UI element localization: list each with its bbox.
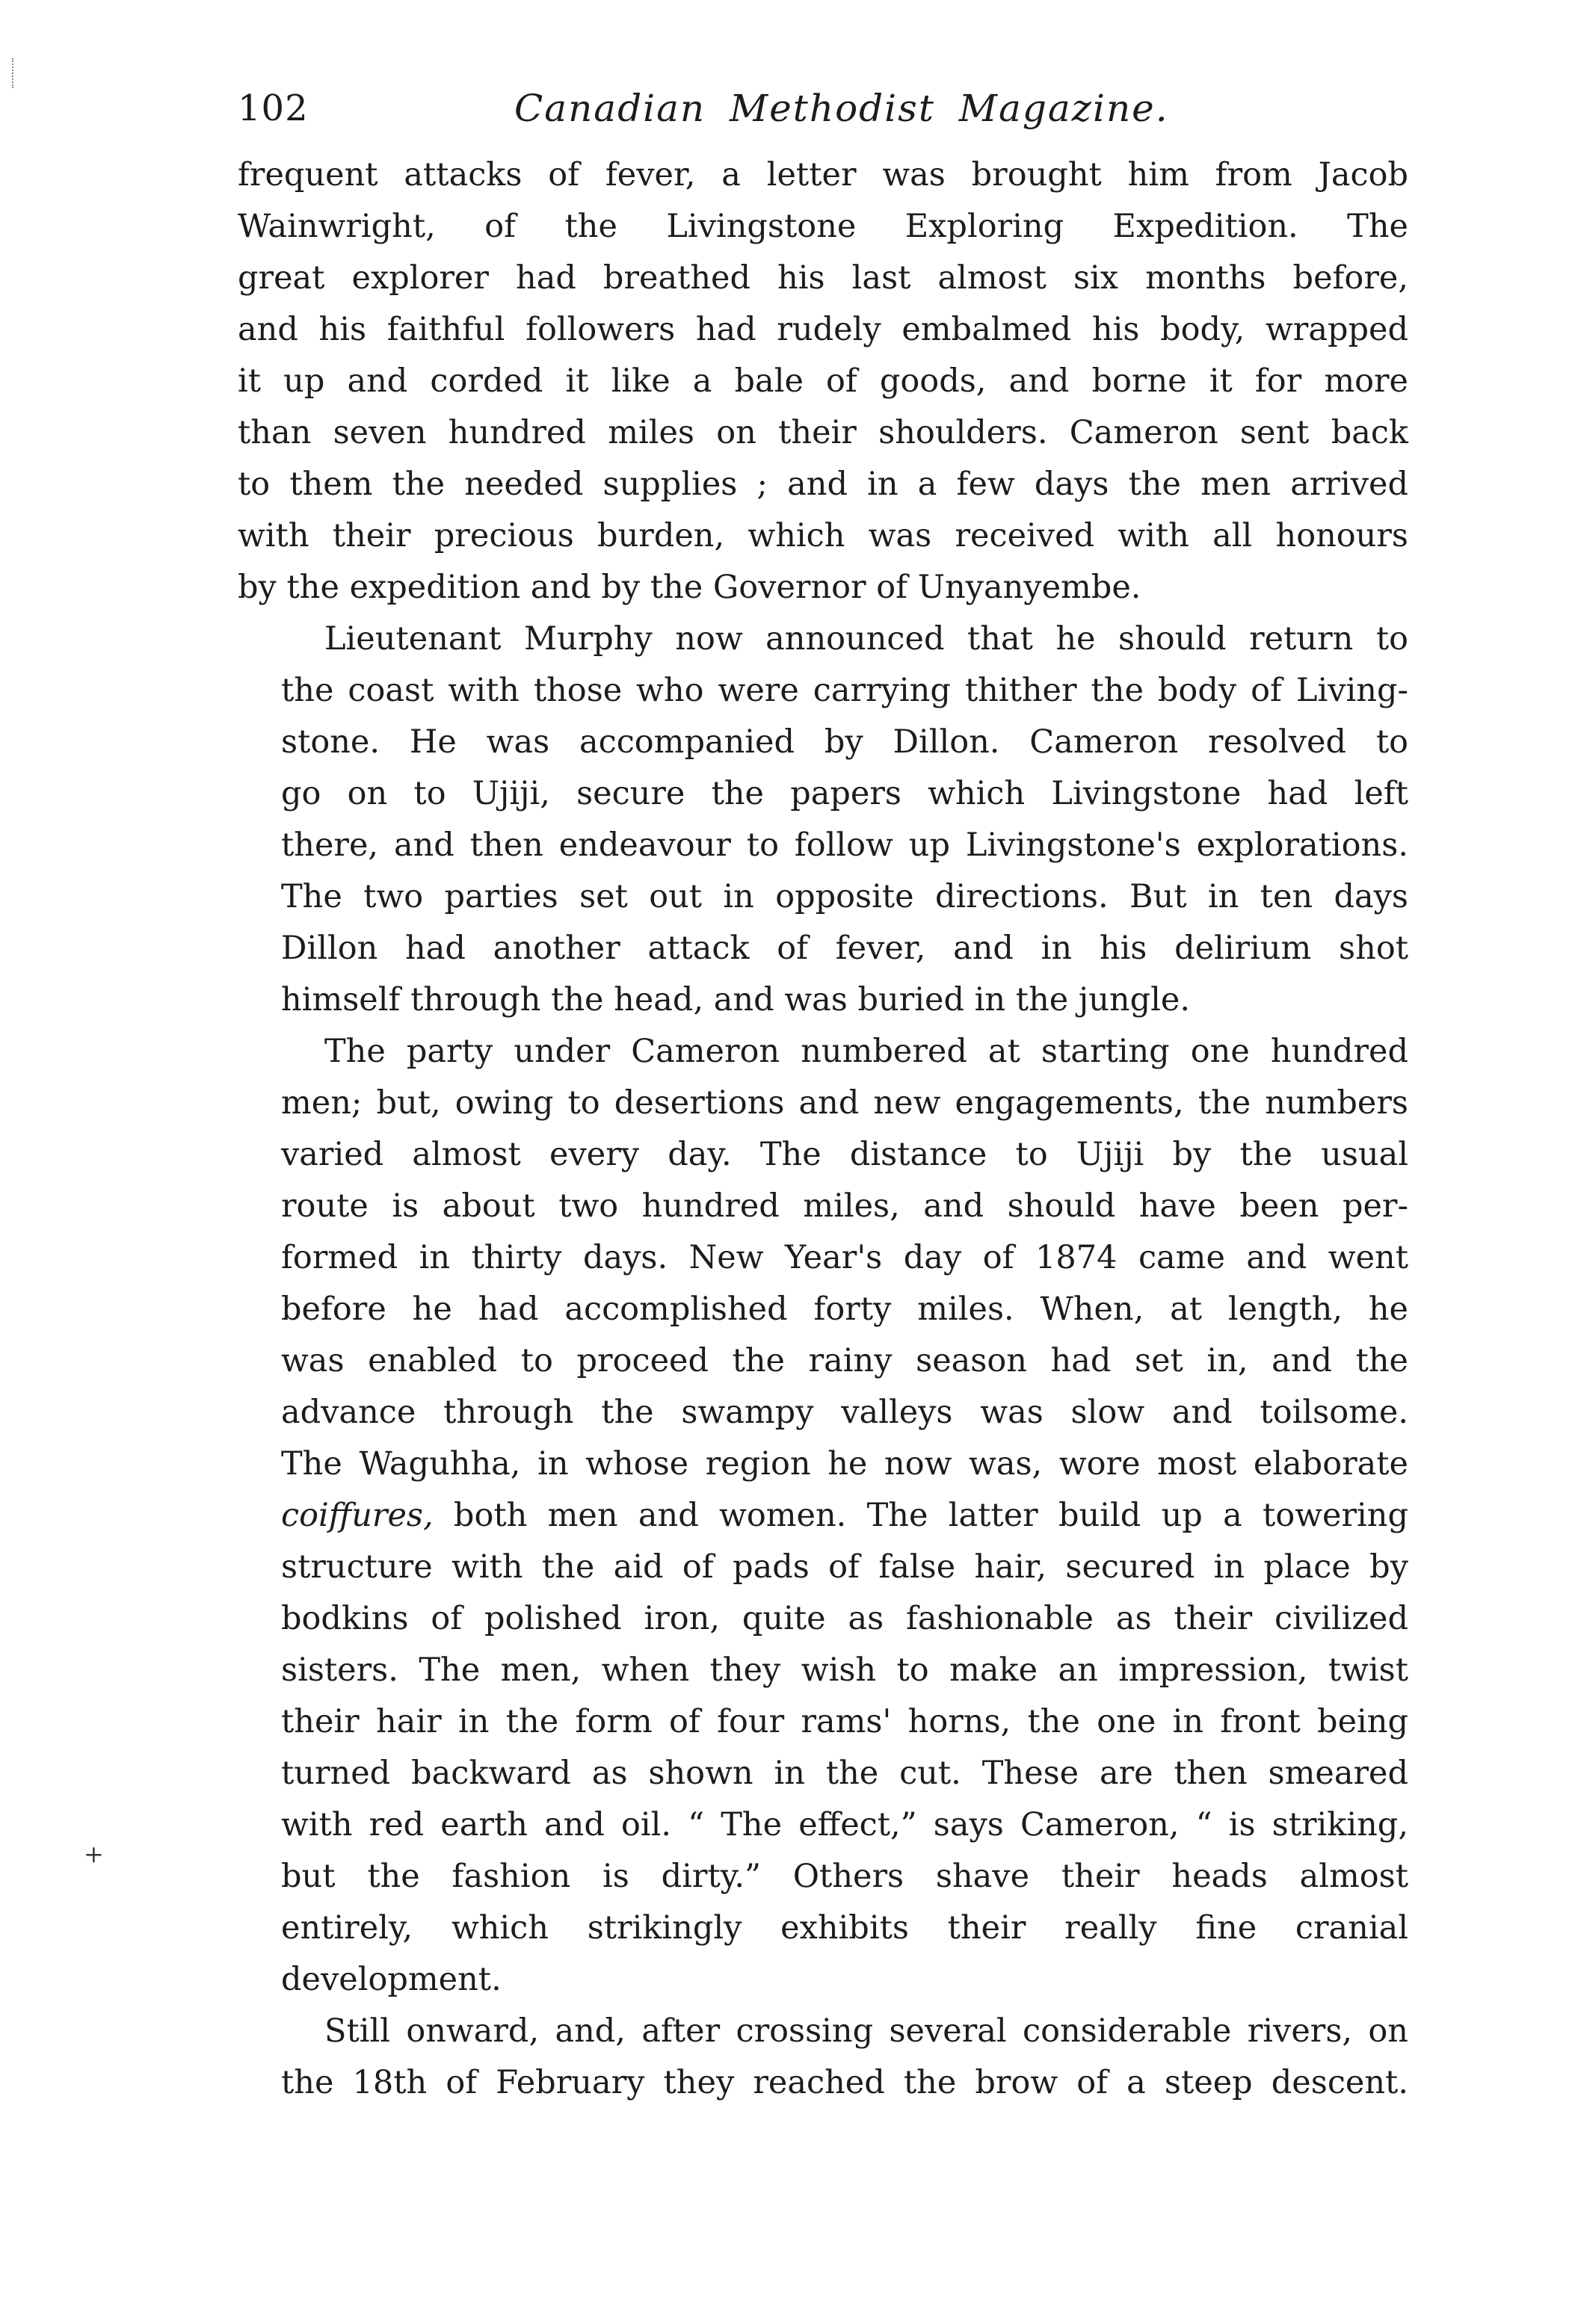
text-line: varied almost every day. The distance to Ujiji by the usual: [281, 1136, 1408, 1173]
text-line: The two parties set out in opposite directions. But in ten days: [281, 878, 1408, 915]
text-line: with their precious burden, which was received with all honours: [238, 517, 1408, 554]
text-line: and his faithful followers had rudely embalmed his body, wrapped: [238, 311, 1408, 348]
text-line: formed in thirty days. New Year's day of 1874 came and went: [281, 1239, 1408, 1276]
text-line: sisters. The men, when they wish to make an impression, twist: [281, 1651, 1408, 1689]
paragraph-3: [238, 1026, 1408, 2006]
page-number: 102: [238, 87, 309, 129]
body-text: [238, 149, 1408, 2109]
text-line: the coast with those who were carrying thither the body of Living-: [281, 672, 1408, 709]
text-line: development.: [281, 1961, 502, 1998]
text-line: turned backward as shown in the cut. These are then smeared: [281, 1755, 1408, 1792]
text-line: but the fashion is dirty.” Others shave their heads almost: [281, 1858, 1408, 1895]
text-line: himself through the head, and was buried in the jungle.: [281, 981, 1190, 1019]
italic-word: coiffures,: [281, 1497, 434, 1534]
text-line: the 18th of February they reached the brow of a steep descent.: [281, 2064, 1408, 2101]
text-line: Lieutenant Murphy now announced that he should return to: [324, 620, 1408, 658]
page-header: [238, 75, 1408, 142]
paragraph-2: [238, 614, 1408, 1026]
text-line: than seven hundred miles on their shoulders. Cameron sent back: [238, 414, 1408, 451]
text-line: men; but, owing to desertions and new engagements, the numbers: [281, 1084, 1408, 1122]
text-line: go on to Ujiji, secure the papers which Livingstone had left: [281, 775, 1408, 812]
text-line: bodkins of polished iron, quite as fashionable as their civilized: [281, 1600, 1408, 1637]
text-line: entirely, which strikingly exhibits their really fine cranial: [281, 1909, 1408, 1947]
text-line: route is about two hundred miles, and should have been per-: [281, 1187, 1408, 1225]
paragraph-4: [238, 2006, 1408, 2109]
text-line: there, and then endeavour to follow up Livingstone's explorations.: [281, 826, 1408, 864]
text-line: by the expedition and by the Governor of Unyanyembe.: [238, 569, 1141, 606]
text-line: Dillon had another attack of fever, and in his delirium shot: [281, 930, 1408, 967]
text-line: frequent attacks of fever, a letter was brought him from Jacob: [238, 156, 1408, 194]
text-line: The party under Cameron numbered at starting one hundred: [324, 1033, 1408, 1070]
page-edge-mark: [12, 58, 15, 88]
margin-mark: +: [84, 1840, 104, 1868]
text-line: to them the needed supplies ; and in a few days the men arrived: [238, 466, 1408, 503]
text-line: with red earth and oil. “ The effect,” says Cameron, “ is striking,: [281, 1806, 1408, 1844]
text-line: great explorer had breathed his last almost six months before,: [238, 259, 1408, 297]
text-line: before he had accomplished forty miles. When, at length, he: [281, 1291, 1408, 1328]
text-line: Wainwright, of the Livingstone Exploring Expedition. The: [238, 208, 1408, 245]
text-line: advance through the swampy valleys was slow and toilsome.: [281, 1394, 1408, 1431]
text-line: Still onward, and, after crossing several considerable rivers, on: [324, 2012, 1408, 2050]
paragraph-1: [238, 149, 1408, 614]
text-line: The Waguhha, in whose region he now was, wore most elaborate: [281, 1445, 1408, 1483]
text-line: it up and corded it like a bale of goods, and borne it for more: [238, 362, 1408, 400]
text-line: stone. He was accompanied by Dillon. Cameron resolved to: [281, 723, 1408, 761]
text-line: coiffures, both men and women. The latter build up a towering: [281, 1497, 1408, 1534]
text-line: their hair in the form of four rams' horns, the one in front being: [281, 1703, 1408, 1740]
running-title: Canadian Methodist Magazine.: [514, 87, 1169, 130]
text-line: was enabled to proceed the rainy season had set in, and the: [281, 1342, 1408, 1379]
text-line: structure with the aid of pads of false hair, secured in place by: [281, 1548, 1408, 1586]
